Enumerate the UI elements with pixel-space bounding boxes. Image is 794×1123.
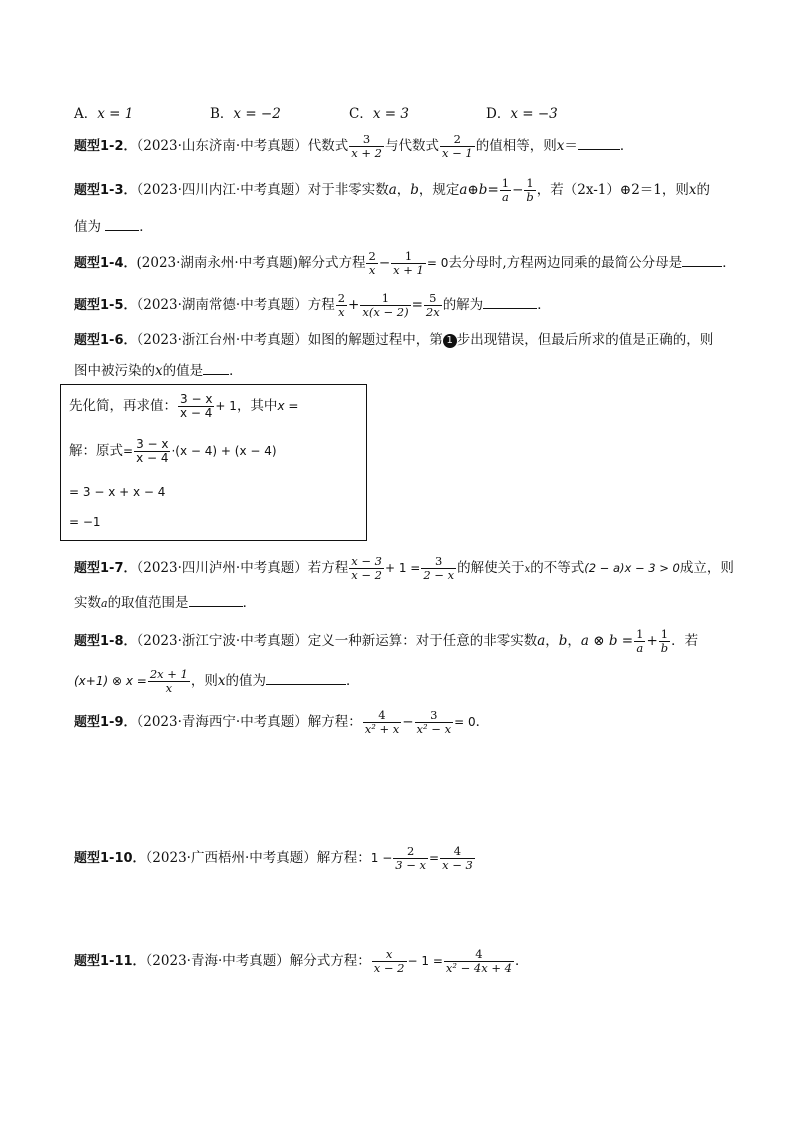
text: ． bbox=[229, 363, 243, 379]
text: 值为 bbox=[74, 219, 101, 235]
denominator: x bbox=[368, 263, 376, 277]
solution-line-2 bbox=[69, 438, 277, 465]
denominator: b bbox=[526, 190, 534, 204]
text: 的值相等，则 bbox=[475, 138, 557, 154]
variable: a bbox=[101, 597, 108, 610]
denominator: x² − x bbox=[416, 722, 452, 736]
fraction bbox=[372, 948, 407, 975]
fraction bbox=[366, 250, 377, 277]
question-1-10 bbox=[74, 845, 476, 872]
variable: a bbox=[388, 182, 397, 198]
question-label: 题型1-6． bbox=[74, 333, 137, 348]
answer-blank bbox=[578, 135, 620, 150]
question-1-11 bbox=[74, 948, 528, 975]
denominator: x² − 4x + 4 bbox=[445, 961, 512, 975]
question-1-7 bbox=[74, 555, 734, 582]
fraction bbox=[349, 555, 384, 582]
numerator: 5 bbox=[424, 292, 442, 306]
question-source: （2023·四川内江·中考真题）对于非零实数 bbox=[136, 182, 389, 198]
question-label: 题型1-7． bbox=[74, 561, 137, 576]
variable: x bbox=[556, 138, 565, 154]
fraction bbox=[363, 709, 402, 736]
text: 成立，则 bbox=[679, 560, 734, 576]
numerator: 1 bbox=[501, 176, 510, 190]
text: 解：原式 bbox=[69, 443, 123, 459]
question-1-3 bbox=[74, 177, 710, 204]
text: ＝ bbox=[564, 138, 578, 154]
question-label: 题型1-8． bbox=[74, 634, 137, 649]
answer-blank bbox=[203, 360, 229, 375]
text: 去分母时,方程两边同乘的最简公分母是 bbox=[448, 255, 683, 271]
variable: x bbox=[524, 564, 531, 575]
fraction bbox=[421, 555, 456, 582]
question-source: (2023·湖南永州·中考真题)解分式方程 bbox=[136, 255, 366, 271]
answer-blank bbox=[105, 216, 139, 231]
operator-expression: a ⊗ b = bbox=[580, 633, 634, 649]
numerator: 1 bbox=[524, 177, 535, 191]
fraction bbox=[634, 628, 645, 655]
text: ， bbox=[545, 633, 559, 649]
text: 的不等式 bbox=[530, 560, 585, 576]
text: ． bbox=[242, 595, 257, 611]
question-1-9 bbox=[74, 709, 489, 736]
operator-expression: a⊕b bbox=[459, 182, 488, 198]
text: 先化简，再求值： bbox=[69, 398, 177, 414]
question-source: （2023·湖南常德·中考真题）方程 bbox=[136, 297, 335, 313]
option-d-expr: x = −3 bbox=[510, 106, 558, 122]
solution-line-4: = −1 bbox=[69, 515, 101, 529]
answer-blank bbox=[189, 592, 243, 607]
text: − bbox=[402, 714, 414, 730]
inequality: (2 − a)x − 3 > 0 bbox=[584, 561, 680, 575]
option-d bbox=[486, 102, 558, 122]
text: ，则 bbox=[190, 673, 218, 689]
question-label: 题型1-9． bbox=[74, 715, 137, 730]
option-d-letter: D． bbox=[486, 106, 511, 122]
fraction bbox=[148, 668, 190, 695]
question-source: （2023·山东济南·中考真题）代数式 bbox=[136, 138, 349, 154]
question-label: 题型1-3． bbox=[74, 183, 137, 198]
text: 步出现错误，但最后所求的值是正确的，则 bbox=[456, 332, 714, 348]
text: 的解为 bbox=[442, 297, 484, 313]
text: ，规定 bbox=[418, 182, 460, 198]
question-1-5 bbox=[74, 292, 551, 319]
denominator: x + 1 bbox=[393, 263, 424, 277]
denominator: x + 2 bbox=[351, 146, 382, 160]
denominator: x bbox=[338, 305, 345, 319]
option-c bbox=[349, 102, 409, 122]
answer-blank bbox=[266, 670, 346, 685]
denominator: x² + x bbox=[364, 722, 400, 736]
text: = bbox=[487, 182, 499, 198]
numerator: x bbox=[372, 948, 407, 962]
question-1-6 bbox=[74, 330, 713, 351]
text: 的取值范围是 bbox=[107, 595, 189, 611]
step-number-badge: 1 bbox=[443, 334, 457, 348]
denominator: x − 4 bbox=[180, 406, 213, 420]
text: + 1 bbox=[215, 399, 237, 413]
fraction bbox=[349, 133, 384, 160]
denominator: x bbox=[165, 681, 173, 695]
denominator: x − 2 bbox=[373, 961, 405, 975]
denominator: 2 − x bbox=[423, 568, 455, 582]
question-1-8-line2 bbox=[74, 668, 360, 695]
text: ． bbox=[346, 673, 360, 689]
numerator: 4 bbox=[440, 845, 475, 859]
text: = bbox=[123, 444, 134, 458]
fraction bbox=[391, 250, 426, 277]
text: 的值是 bbox=[162, 363, 204, 379]
denominator: x − 1 bbox=[441, 146, 473, 160]
question-label: 题型1-11． bbox=[74, 954, 146, 969]
question-source: （2023·浙江台州·中考真题）如图的解题过程中，第 bbox=[136, 332, 443, 348]
text: = 0 bbox=[426, 256, 449, 270]
fraction bbox=[134, 438, 170, 465]
option-a bbox=[74, 102, 133, 122]
numerator: 2 bbox=[440, 133, 475, 147]
question-1-4 bbox=[74, 250, 736, 277]
question-1-8 bbox=[74, 628, 698, 655]
numerator: 1 bbox=[636, 627, 644, 641]
variable: b bbox=[558, 633, 568, 649]
text: − bbox=[512, 182, 524, 198]
solution-line-1 bbox=[69, 393, 298, 420]
denominator: a bbox=[501, 190, 509, 204]
numerator: 4 bbox=[363, 709, 402, 723]
fraction bbox=[178, 393, 214, 420]
denominator: x(x − 2) bbox=[362, 305, 409, 319]
text: ，若（2x-1）⊕2＝1，则 bbox=[536, 182, 689, 198]
numerator: 3 − x bbox=[136, 437, 169, 451]
denominator: 3 − x bbox=[395, 858, 427, 872]
solution-box bbox=[60, 384, 367, 541]
option-c-expr: x = 3 bbox=[372, 106, 409, 122]
fraction bbox=[500, 177, 511, 204]
option-b bbox=[210, 102, 281, 122]
question-source: （2023·广西梧州·中考真题）解方程： bbox=[145, 850, 371, 866]
text: ． bbox=[514, 953, 529, 969]
solution-line-3: = 3 − x + x − 4 bbox=[69, 485, 166, 499]
numerator: x − 3 bbox=[351, 554, 382, 568]
text: ． bbox=[537, 297, 551, 313]
question-label: 题型1-4． bbox=[74, 256, 137, 271]
text: ． bbox=[619, 138, 634, 154]
numerator: 2 bbox=[393, 845, 428, 859]
text: 1 − bbox=[370, 851, 393, 865]
question-label: 题型1-2． bbox=[74, 139, 137, 154]
variable: a bbox=[537, 633, 546, 649]
denominator: 2x bbox=[425, 305, 440, 319]
denominator: a bbox=[636, 641, 644, 655]
fraction bbox=[440, 845, 475, 872]
option-b-letter: B． bbox=[210, 106, 234, 122]
numerator: 1 bbox=[360, 292, 410, 306]
text: ． bbox=[139, 219, 153, 235]
question-source: （2023·浙江宁波·中考真题）定义一种新运算：对于任意的非零实数 bbox=[136, 633, 538, 649]
variable: x bbox=[688, 182, 697, 198]
fraction bbox=[524, 177, 535, 204]
numerator: 2 bbox=[368, 249, 376, 263]
denominator: b bbox=[660, 641, 669, 655]
text: − 1 = bbox=[407, 954, 443, 968]
text: 图中被污染的 bbox=[74, 363, 155, 379]
question-1-7-line2 bbox=[74, 592, 256, 614]
fraction bbox=[415, 709, 454, 736]
text: = bbox=[429, 851, 440, 865]
text: 实数 bbox=[74, 595, 101, 611]
question-label: 题型1-10． bbox=[74, 851, 146, 866]
text: 与代数式 bbox=[384, 138, 439, 154]
fraction bbox=[659, 628, 670, 655]
question-source: （2023·青海·中考真题）解分式方程： bbox=[145, 953, 371, 969]
text: − bbox=[378, 255, 391, 271]
text: ．若 bbox=[671, 633, 699, 649]
text: + 1 = bbox=[384, 561, 421, 575]
numerator: 1 bbox=[659, 628, 670, 642]
text: ，其中 bbox=[236, 398, 278, 414]
text: ， bbox=[567, 633, 581, 649]
text: x = bbox=[277, 399, 299, 413]
fraction bbox=[444, 948, 514, 975]
variable: x bbox=[155, 363, 163, 379]
text: 的解使关于 bbox=[457, 560, 525, 576]
text: ． bbox=[722, 255, 736, 271]
option-c-letter: C． bbox=[349, 106, 373, 122]
question-source: （2023·四川泸州·中考真题）若方程 bbox=[136, 560, 349, 576]
option-a-letter: A． bbox=[74, 106, 98, 122]
option-b-expr: x = −2 bbox=[233, 106, 281, 122]
question-1-2 bbox=[74, 133, 633, 160]
fraction bbox=[393, 845, 428, 872]
numerator: 2x + 1 bbox=[149, 667, 188, 681]
question-1-6-line2 bbox=[74, 360, 243, 381]
variable: x bbox=[217, 673, 226, 689]
fraction bbox=[360, 292, 410, 319]
answer-blank bbox=[682, 252, 722, 267]
fraction bbox=[336, 292, 347, 319]
variable: b bbox=[410, 182, 419, 198]
numerator: 4 bbox=[444, 948, 514, 962]
text: 的 bbox=[696, 182, 710, 198]
text: ． bbox=[475, 714, 490, 730]
question-1-3-line2 bbox=[74, 216, 153, 237]
text: + bbox=[348, 297, 360, 313]
text: 的值为 bbox=[225, 673, 267, 689]
text: = 0 bbox=[454, 715, 476, 729]
question-source: （2023·青海西宁·中考真题）解方程： bbox=[136, 714, 362, 730]
answer-blank bbox=[483, 294, 537, 309]
text: + bbox=[646, 633, 658, 649]
fraction bbox=[424, 292, 442, 319]
denominator: x − 3 bbox=[442, 858, 473, 872]
denominator: x − 2 bbox=[351, 568, 382, 582]
numerator: 3 − x bbox=[180, 392, 213, 406]
numerator: 1 bbox=[391, 250, 426, 264]
question-label: 题型1-5． bbox=[74, 298, 137, 313]
text: (x+1) ⊗ x = bbox=[74, 674, 147, 688]
numerator: 3 bbox=[349, 133, 384, 147]
numerator: 3 bbox=[421, 555, 456, 569]
text: ， bbox=[396, 182, 411, 198]
numerator: 2 bbox=[337, 291, 346, 305]
text: = bbox=[411, 297, 423, 313]
fraction bbox=[440, 133, 475, 160]
option-a-expr: x = 1 bbox=[97, 106, 134, 122]
numerator: 3 bbox=[415, 709, 454, 723]
denominator: x − 4 bbox=[136, 451, 169, 465]
text: ·(x − 4) + (x − 4) bbox=[171, 444, 277, 458]
